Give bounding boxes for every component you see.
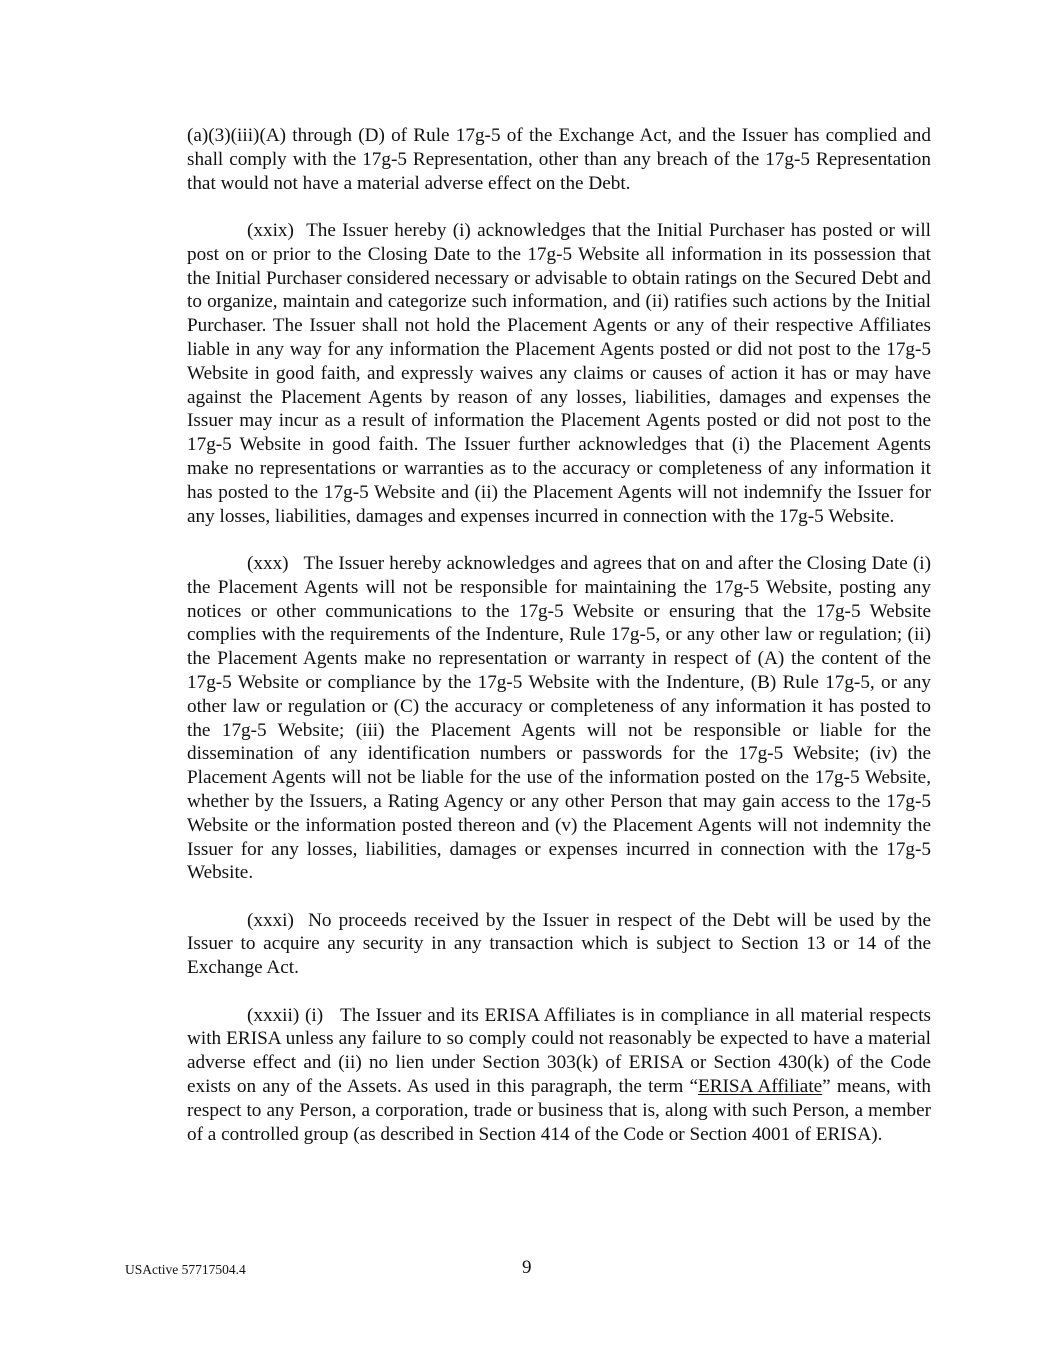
paragraph-label: (xxxii) (i) — [247, 1004, 324, 1026]
paragraph-xxx — [187, 552, 931, 885]
paragraph-xxxii — [187, 1004, 931, 1147]
paragraph-text: The Issuer hereby (i) acknowledges that the Initial Purchaser has posted or will post on or prior to the Closing Date to the 17g-5 Website all information in its possession that the Initial Purchaser considered necessary or advisable to obtain ratings on the Secured Debt and to organize, maintain and categorize such information, and (ii) ratifies such actions by the Initial Purchaser. The Issuer shall not hold the Placement Agents or any of their respective Affiliates liable in any way for any information the Placement Agents posted or did not post to the 17g-5 Website in good faith, and expressly waives any claims or causes of action it has or may have against the Placement Agents by reason of any losses, liabilities, damages and expenses the Issuer may incur as a result of information the Placement Agents posted or did not post to the 17g-5 Website in good faith. The Issuer further acknowledges that (i) the Placement Agents make no representations or warranties as to the accuracy or completeness of any information it has posted to the 17g-5 Website and (ii) the Placement Agents will not indemnify the Issuer for any losses, liabilities, damages and expenses incurred in connection with the 17g-5 Website. — [187, 219, 931, 527]
paragraph-text: (a)(3)(iii)(A) through (D) of Rule 17g-5 of the Exchange Act, and the Issuer has complied and shall comply with the 17g-5 Representation, other than any breach of the 17g-5 Representation that would not have a material adverse effect on the Debt. — [187, 125, 931, 194]
paragraph-continuation — [187, 124, 931, 195]
paragraph-text-after: ” means, with respect to any Person, a corporation, trade or business that is, along with such Person, a member of a controlled group (as described in Section 414 of the Code or Section 4001 of ERISA). — [187, 1076, 931, 1145]
paragraph-text-before: The Issuer and its ERISA Affiliates is in compliance in all material respects with ERISA unless any failure to so comply could not reasonably be expected to have a material adverse effect and (ii) no lien under Section 303(k) of ERISA or Section 430(k) of the Code exists on any of the Assets. As used in this paragraph, the term “ — [187, 1004, 931, 1098]
paragraph-xxix — [187, 219, 931, 528]
paragraph-text: No proceeds received by the Issuer in respect of the Debt will be used by the Issuer to acquire any security in any transaction which is subject to Section 13 or 14 of the Exchange Act. — [187, 909, 931, 979]
footer-document-id: USActive 57717504.4 — [125, 1262, 246, 1277]
document-body — [187, 124, 931, 1170]
paragraph-label: (xxxi) — [247, 909, 294, 931]
paragraph-label: (xxix) — [247, 219, 294, 241]
page-number: 9 — [522, 1257, 532, 1278]
paragraph-text: The Issuer hereby acknowledges and agrees that on and after the Closing Date (i) the Placement Agents will not be responsible for maintaining the 17g-5 Website, posting any notices or other communications to the 17g-5 Website or ensuring that the 17g-5 Website complies with the requirements of the Indenture, Rule 17g-5, or any other law or regulation; (ii) the Placement Agents make no representation or warranty in respect of (A) the content of the 17g-5 Website or compliance by the 17g-5 Website with the Indenture, (B) Rule 17g-5, or any other law or regulation or (C) the accuracy or completeness of any information it has posted to the 17g-5 Website; (iii) the Placement Agents will not be responsible or liable for the dissemination of any identification numbers or passwords for the 17g-5 Website; (iv) the Placement Agents will not be liable for the use of the information posted on the 17g-5 Website, whether by the Issuers, a Rating Agency or any other Person that may gain access to the 17g-5 Website or the information posted thereon and (v) the Placement Agents will not indemnity the Issuer for any losses, liabilities, damages or expenses incurred in connection with the 17g-5 Website. — [187, 552, 931, 884]
defined-term-erisa-affiliate: ERISA Affiliate — [698, 1076, 823, 1098]
paragraph-xxxi — [187, 909, 931, 980]
paragraph-label: (xxx) — [247, 552, 289, 574]
